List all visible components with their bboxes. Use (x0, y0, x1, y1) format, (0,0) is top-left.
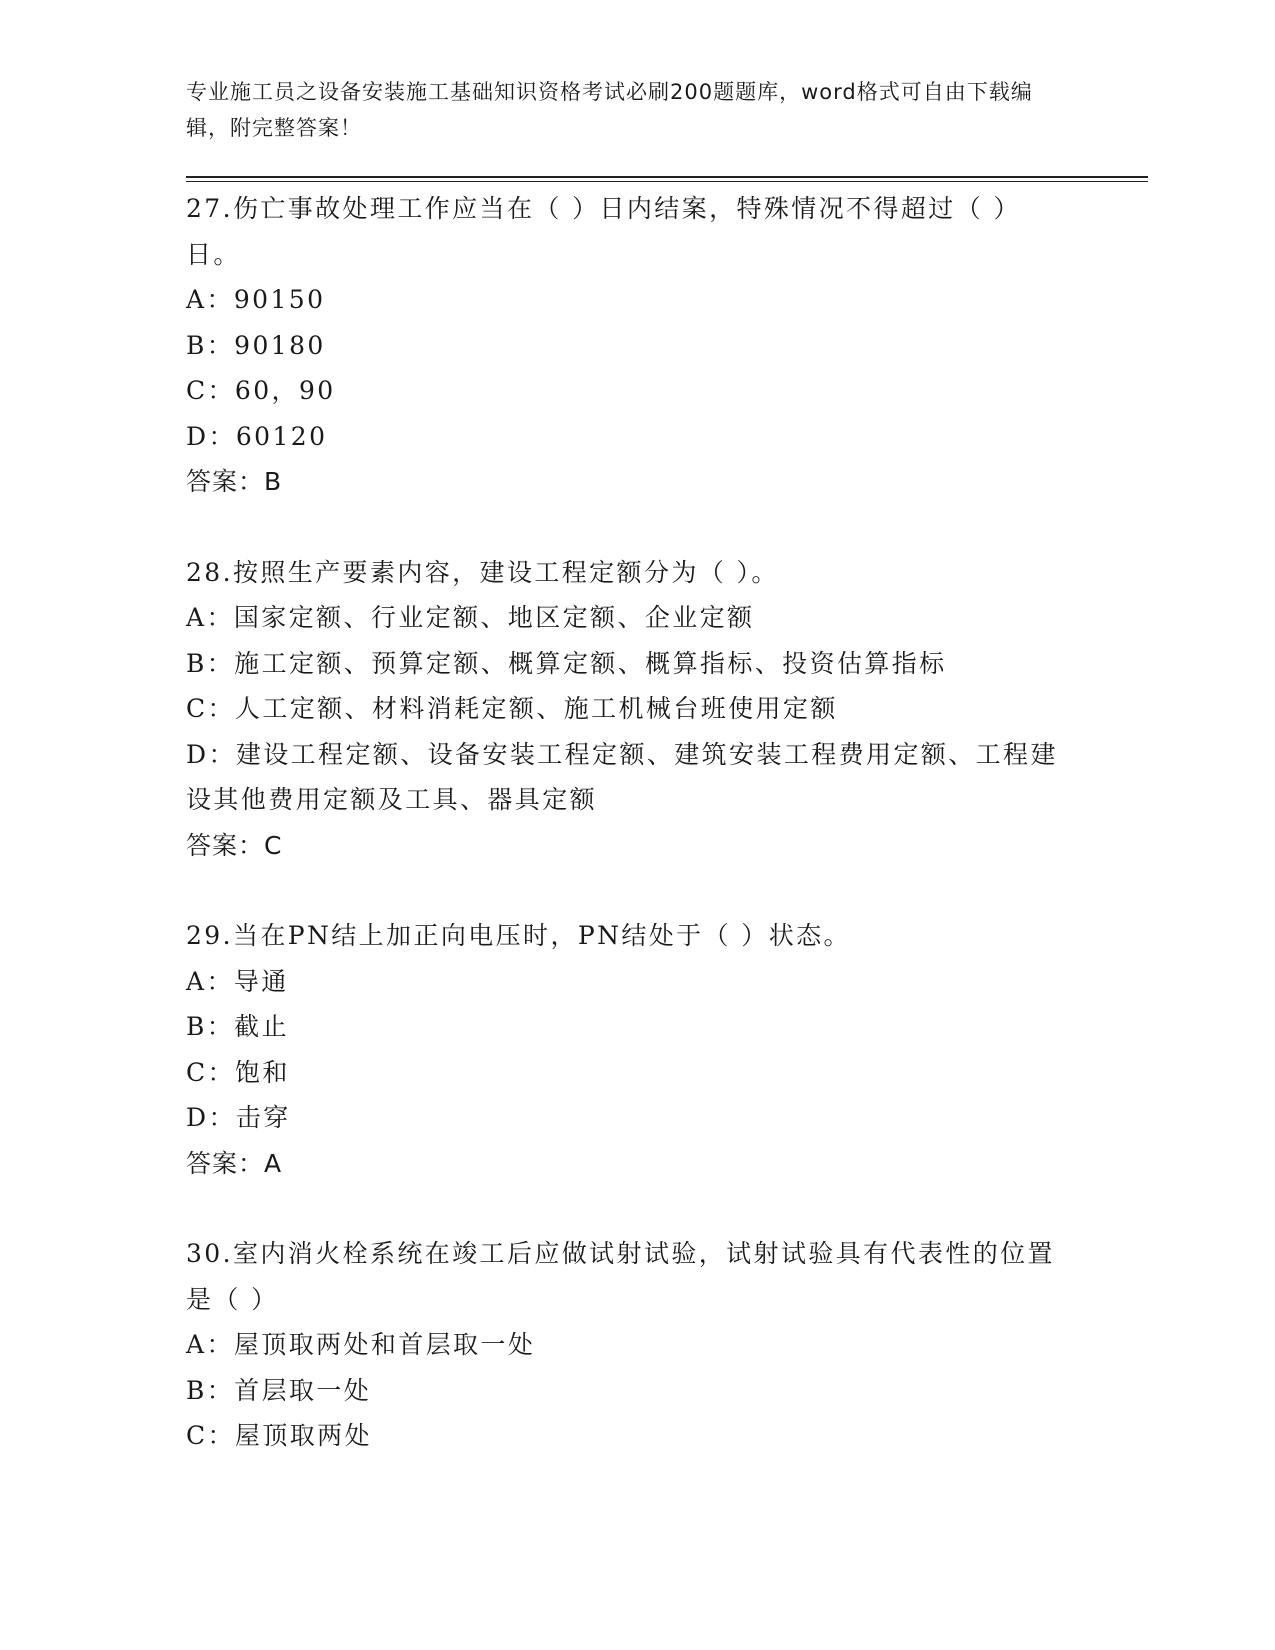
option-b: B：90180 (186, 330, 326, 360)
question-stem: 27.伤亡事故处理工作应当在（ ）日内结案，特殊情况不得超过（ ）日。 (186, 194, 1021, 269)
question-list (186, 186, 1066, 1504)
option-d: D：击穿 (186, 1103, 291, 1132)
option-c: C：人工定额、材料消耗定额、施工机械台班使用定额 (186, 694, 838, 723)
option-d: D：60120 (186, 421, 328, 451)
option-a: A：国家定额、行业定额、地区定额、企业定额 (186, 603, 755, 632)
header-divider-thin (186, 181, 1148, 182)
document-header: 专业施工员之设备安装施工基础知识资格考试必刷200题题库，word格式可自由下载编辑，附完整答案！ (186, 80, 1033, 140)
option-a: A：屋顶取两处和首层取一处 (186, 1330, 536, 1359)
question-30 (186, 1231, 1066, 1459)
option-d: D：建设工程定额、设备安装工程定额、建筑安装工程费用定额、工程建设其他费用定额及工具、器具定额 (186, 739, 1058, 814)
question-stem: 30.室内消火栓系统在竣工后应做试射试验，试射试验具有代表性的位置是（ ） (186, 1239, 1055, 1314)
option-b: B：首层取一处 (186, 1375, 372, 1405)
option-c: C：饱和 (186, 1057, 290, 1087)
question-stem: 28.按照生产要素内容，建设工程定额分为（ ）。 (186, 557, 779, 587)
option-b: B：截止 (186, 1012, 289, 1041)
option-c: C：60，90 (186, 376, 336, 405)
question-28 (186, 550, 1066, 869)
question-29 (186, 913, 1066, 1186)
option-b: B：施工定额、预算定额、概算定额、概算指标、投资估算指标 (186, 648, 947, 678)
answer: 答案：A (186, 1148, 283, 1178)
question-27 (186, 186, 1066, 505)
option-a: A：90150 (186, 285, 326, 314)
option-c: C：屋顶取两处 (186, 1421, 372, 1450)
question-stem: 29.当在PN结上加正向电压时，PN结处于（ ）状态。 (186, 921, 851, 950)
header-divider-thick (186, 176, 1148, 178)
option-a: A：导通 (186, 966, 289, 996)
answer: 答案：B (186, 467, 283, 496)
answer: 答案：C (186, 830, 283, 860)
